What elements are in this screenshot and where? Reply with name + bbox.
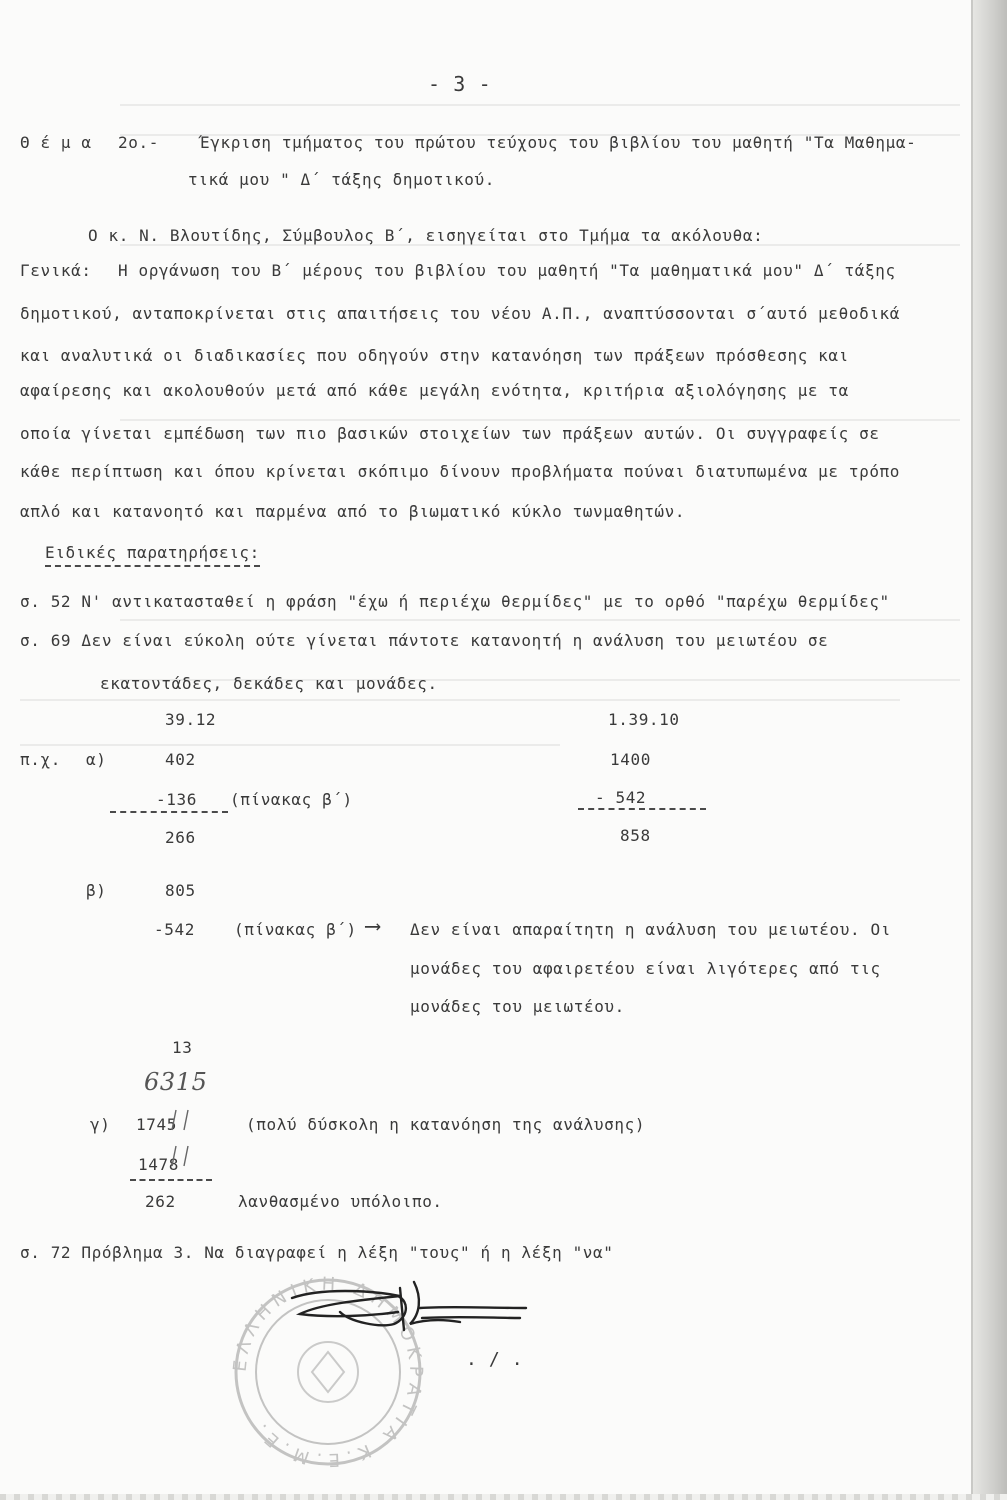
theme-number: 2ο.-: [118, 133, 159, 152]
handwritten-correction-strokes: [164, 1100, 204, 1170]
example-a-right-top: 1.39.10: [608, 710, 680, 729]
example-b-note: (πίνακας β΄): [234, 920, 357, 939]
general-line-7: απλό και κατανοητό και παρμένα από το βιωματικό κύκλο τωνμαθητών.: [20, 502, 686, 521]
arrow-icon: ⟶: [366, 914, 380, 939]
example-c-note: (πολύ δύσκολη η κατανόηση της ανάλυσης): [246, 1115, 646, 1134]
general-line-2: δημοτικού, ανταποκρίνεται στις απαιτήσεις του νέου Α.Π., αναπτύσσονται σ΄αυτό μεθοδικά: [20, 304, 901, 323]
example-c-subtrahend: 1478: [138, 1155, 179, 1174]
example-a-right-result: 858: [620, 826, 651, 845]
example-b-comment-line3: μονάδες του μειωτέου.: [410, 997, 625, 1016]
handwritten-signature: [280, 1278, 530, 1358]
general-label: Γενικά:: [20, 261, 92, 280]
example-b-comment-line1: Δεν είναι απαραίτητη η ανάλυση του μειωτέου. Οι: [410, 920, 891, 939]
example-a-left-rule: [110, 811, 228, 813]
example-b-comment-line2: μονάδες του αφαιρετέου είναι λιγότερες από τις: [410, 959, 881, 978]
remark-s72: σ. 72 Πρόβλημα 3. Να διαγραφεί η λέξη "τους" ή η λέξη "να": [20, 1243, 614, 1262]
example-c-result: 262: [145, 1192, 176, 1211]
example-a-left-minuend: 402: [165, 750, 196, 769]
example-prefix: π.χ.: [20, 750, 61, 769]
example-c-label: γ): [90, 1115, 111, 1134]
svg-text:ΕΛΛΗΝΙΚΗ ΔΗΜΟΚΡΑΤΙΑ Κ.Ε.Μ.Ε.: ΕΛΛΗΝΙΚΗ ΔΗΜΟΚΡΑΤΙΑ Κ.Ε.Μ.Ε.: [229, 1273, 427, 1471]
theme-title-line1: Έγκριση τμήματος του πρώτου τεύχους του βιβλίου του μαθητή "Τα Μαθημα-: [200, 133, 917, 152]
intro-paragraph: Ο κ. Ν. Βλουτίδης, Σύμβουλος Β΄, εισηγείται στο Τμήμα τα ακόλουθα:: [88, 226, 764, 245]
binding-edge: [971, 0, 973, 1500]
remark-s52: σ. 52 Ν' αντικατασταθεί η φράση "έχω ή περιέχω θερμίδες" με το ορθό "παρέχω θερμίδες": [20, 592, 890, 611]
example-b-subtrahend: -542: [154, 920, 195, 939]
theme-label: Θ έ μ α: [20, 133, 92, 152]
example-a-left-subtrahend: -136: [156, 790, 197, 809]
example-c-result-note: λανθασμένο υπόλοιπο.: [238, 1192, 443, 1211]
example-a-left-result: 266: [165, 828, 196, 847]
remark-s69-line2: εκατοντάδες, δεκάδες και μονάδες.: [100, 674, 438, 693]
example-a-left-top: 39.12: [165, 710, 217, 729]
example-a-right-minuend: 1400: [610, 750, 651, 769]
example-a-right-subtrahend: - 542: [595, 788, 647, 807]
theme-title-line2: τικά μου " Δ΄ τάξης δημοτικού.: [188, 170, 495, 189]
example-a-right-rule: [578, 808, 706, 810]
example-a-left-note: (πίνακας β΄): [230, 790, 353, 809]
general-line-5: οποία γίνεται εμπέδωση των πιο βασικών στοιχείων των πράξεων αυτών. Οι συγγραφείς σε: [20, 424, 880, 443]
example-b-minuend: 805: [165, 881, 196, 900]
page-bottom-edge: [0, 1494, 1007, 1500]
example-b-label: β): [86, 881, 107, 900]
page-binding: [973, 0, 1007, 1500]
remark-s69-line1: σ. 69 Δεν είναι εύκολη ούτε γίνεται πάντοτε κατανοητή η ανάλυση του μειωτέου σε: [20, 631, 829, 650]
example-a-label: α): [86, 750, 107, 769]
general-line-3: και αναλυτικά οι διαδικασίες που οδηγούν στην κατανόηση των πράξεων πρόσθεσης και: [20, 346, 849, 365]
general-line-6: κάθε περίπτωση και όπου κρίνεται σκόπιμο δίνουν προβλήματα πούναι διατυπωμένα με τρόπο: [20, 462, 901, 481]
example-c-top: 13: [172, 1038, 193, 1057]
continuation-mark: . / .: [466, 1349, 524, 1370]
page-number: - 3 -: [428, 72, 492, 96]
example-c-minuend: 1745: [136, 1115, 177, 1134]
example-c-handwritten: 6315: [144, 1068, 208, 1096]
special-remarks-heading: Ειδικές παρατηρήσεις:: [45, 543, 260, 567]
general-line-4: αφαίρεσης και ακολουθούν μετά από κάθε μεγάλη ενότητα, κριτήρια αξιολόγησης με τα: [20, 381, 849, 400]
general-line-1: Η οργάνωση του Β΄ μέρους του βιβλίου του μαθητή "Τα μαθηματικά μου" Δ΄ τάξης: [118, 261, 896, 280]
example-c-rule: [130, 1179, 212, 1181]
